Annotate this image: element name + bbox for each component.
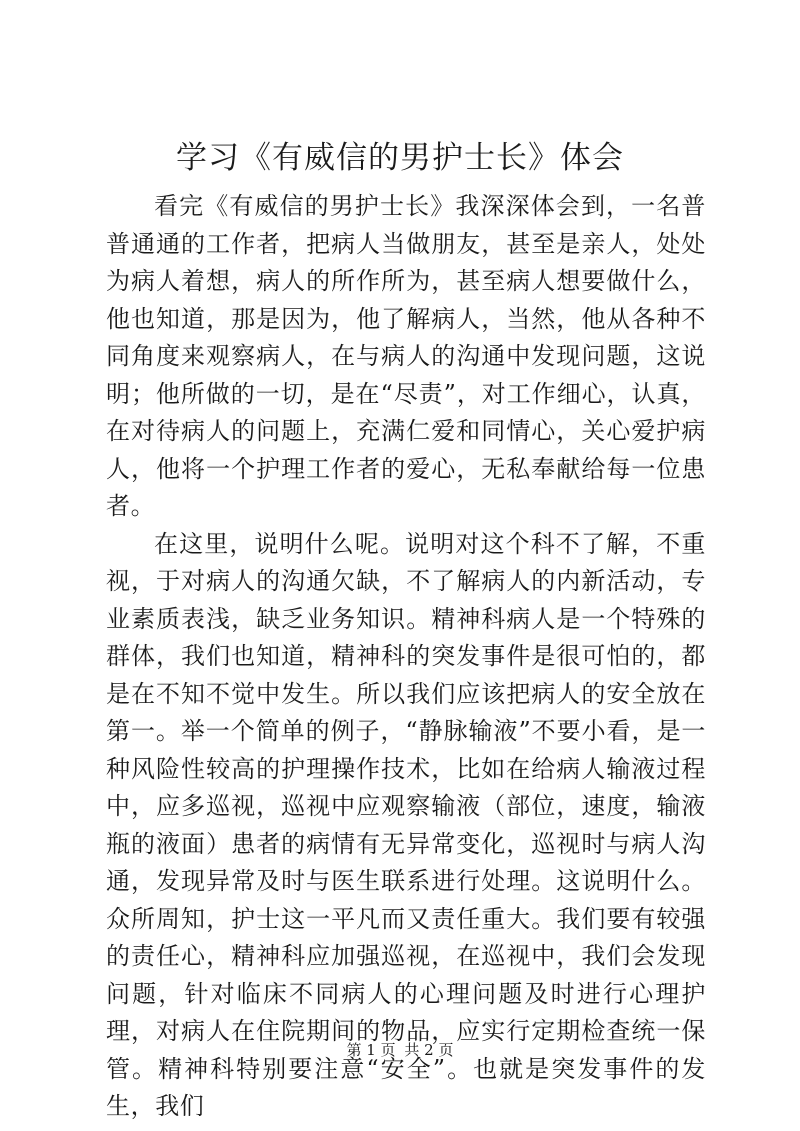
page-footer <box>0 1040 800 1060</box>
paragraph-2: 在这里，说明什么呢。说明对这个科不了解，不重视，于对病人的沟通欠缺，不了解病人的内新活动，专业素质表浅，缺乏业务知识。精神科病人是一个特殊的群体，我们也知道，精神科的突发事件是很可怕的，都是在不知不觉中发生。所以我们应该把病人的安全放在第一。举一个简单的例子，“静脉输液”不要小看，是一种风险性较高的护理操作技术，比如在给病人输液过程中，应多巡视，巡视中应观察输液（部位，速度，输液瓶的液面）患者的病情有无异常变化，巡视时与病人沟通，发现异常及时与医生联系进行处理。这说明什么。众所周知，护士这一平凡而又责任重大。我们要有较强的责任心，精神科应加强巡视，在巡视中，我们会发现问题，针对临床不同病人的心理问题及时进行心理护理，对病人在住院期间的物品，应实行定期检查统一保管。精神科特别要注意“安全”。也就是突发事件的发生，我们 <box>106 529 706 1120</box>
page-total: 共 2 页 <box>404 1041 454 1059</box>
paragraph-1: 看完《有威信的男护士长》我深深体会到，一名普普通通的工作者，把病人当做朋友，甚至是亲人，处处为病人着想，病人的所作所为，甚至病人想要做什么，他也知道，那是因为，他了解病人，当然，他从各种不同角度来观察病人，在与病人的沟通中发现问题，这说明；他所做的一切，是在“尽责”，对工作细心，认真，在对待病人的问题上，充满仁爱和同情心，关心爱护病人，他将一个护理工作者的爱心，无私奉献给每一位患者。 <box>106 192 706 520</box>
page-number: 第 1 页 <box>346 1041 396 1059</box>
document-title: 学习《有威信的男护士长》体会 <box>176 140 624 176</box>
document-body <box>106 188 706 1126</box>
